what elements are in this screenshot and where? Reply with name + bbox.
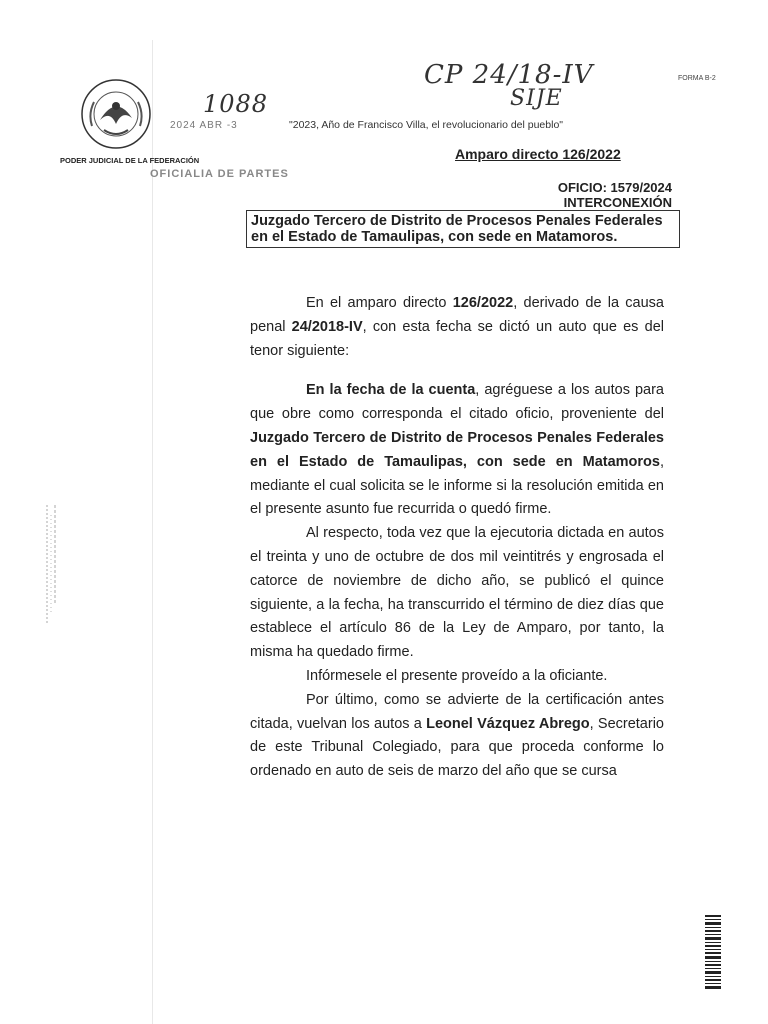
- secretary-name: Leonel Vázquez Abrego: [426, 715, 590, 732]
- form-code: FORMA B-2: [678, 75, 716, 82]
- amparo-number-inline: 126/2022: [452, 295, 514, 311]
- paragraph-intro: [250, 292, 664, 363]
- handwritten-subnote: SIJE: [510, 86, 563, 111]
- year-motto: "2023, Año de Francisco Villa, el revolucionario del pueblo": [289, 119, 564, 131]
- document-body: [250, 292, 664, 784]
- handwritten-number: 1088: [203, 90, 269, 118]
- interconexion-label: INTERCONEXIÓN: [563, 195, 672, 210]
- text-segment: , con esta fecha se dictó un auto que es del tenor siguiente:: [250, 318, 664, 359]
- text-segment: , Secretario de este Tribunal Colegiado, para que proceda conforme lo ordenado en auto de seis de marzo del año que se cursa: [250, 715, 664, 780]
- text-segment: , derivado de la causa penal: [250, 295, 664, 335]
- text-segment: , mediante el cual solicita se le informe si la resolución emitida en el presente asunto fue recurrida o quedó firme.: [250, 453, 664, 518]
- text-segment: Por último, como se advierte de la certificación antes citada, vuelvan los autos a: [250, 691, 664, 732]
- seal-icon: [70, 74, 162, 152]
- institution-name: PODER JUDICIAL DE LA FEDERACIÓN: [60, 156, 200, 165]
- mexican-coat-of-arms-seal: [70, 74, 162, 152]
- paragraph-cuenta: [250, 379, 664, 522]
- side-margin-print: [44, 505, 58, 625]
- reception-stamp: OFICIALIA DE PARTES: [150, 168, 289, 180]
- received-date-stamp: 2024 ABR -3: [170, 120, 238, 131]
- text-segment: , agréguese a los autos para que obre como corresponda el citado oficio, proveniente del: [250, 382, 664, 423]
- court-name-inline: Juzgado Tercero de Distrito de Procesos Penales Federales en el Estado de Tamaulipas, con sede en Matamoros: [250, 429, 664, 470]
- handwritten-reference: CP 24/18-IV: [424, 60, 594, 90]
- barcode: [705, 915, 721, 991]
- paragraph-informe: Infórmesele el presente proveído a la oficiante.: [306, 667, 608, 684]
- oficio-number: OFICIO: 1579/2024: [557, 180, 672, 195]
- addressee-box: Juzgado Tercero de Distrito de Procesos Penales Federales en el Estado de Tamaulipas, con sede en Matamoros.: [246, 210, 680, 248]
- paragraph-respecto: Al respecto, toda vez que la ejecutoria dictada en autos el treinta y uno de octubre de dos mil veintitrés y engrosada el catorce de noviembre de dicho año, se publicó el quince siguiente, a la fecha, ha transcurrido el término de diez días que establece el artículo 86 de la Ley de Amparo, por tanto, la misma ha quedado firme.: [250, 525, 664, 661]
- amparo-number: Amparo directo 126/2022: [455, 146, 621, 162]
- bold-phrase: En la fecha de la cuenta: [306, 382, 476, 399]
- text-segment: En el amparo directo: [306, 295, 453, 311]
- paragraph-ultimo: [250, 689, 664, 784]
- scan-artifact-line: [152, 40, 153, 1024]
- causa-number-inline: 24/2018-IV: [291, 318, 363, 335]
